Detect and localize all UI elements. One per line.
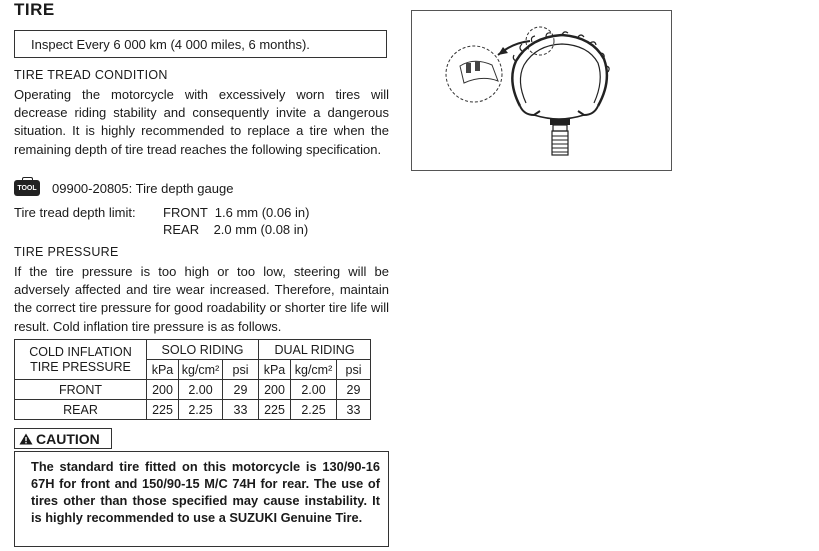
toolbox-icon: TOOL: [14, 180, 40, 196]
table-cell: 2.25: [291, 400, 337, 420]
unit-cell: psi: [223, 360, 259, 380]
table-cell: 2.00: [291, 380, 337, 400]
table-row: [15, 400, 371, 420]
row-label: FRONT: [15, 380, 147, 400]
unit-cell: kPa: [259, 360, 291, 380]
tire-depth-illustration: [412, 11, 671, 170]
tread-limit-rear: REAR 2.0 mm (0.08 in): [163, 222, 309, 237]
pressure-paragraph: If the tire pressure is too high or too low, steering will be adversely affected and tire wear increased. Therefore, maintain the correct tire pressure for good roadability or shorter tire life will result. Cold inflation tire pressure is as follows.: [14, 264, 389, 334]
table-cell: 29: [337, 380, 371, 400]
caution-label-box: [14, 428, 112, 449]
pressure-heading: TIRE PRESSURE: [14, 245, 119, 259]
solo-riding-header: SOLO RIDING: [147, 340, 259, 360]
tread-paragraph: Operating the motorcycle with excessively worn tires will decrease riding stability and consequently invite a dangerous situation. It is highly recommended to replace a tire when the remaining depth of tire tread reaches the following specification.: [14, 87, 389, 157]
pressure-table: [14, 339, 371, 420]
row-label: REAR: [15, 400, 147, 420]
unit-cell: kPa: [147, 360, 179, 380]
tire-cross-section-figure: [411, 10, 672, 171]
tread-heading: TIRE TREAD CONDITION: [14, 68, 168, 82]
tool-number: 09900-20805: Tire depth gauge: [52, 180, 234, 196]
caution-text-box: The standard tire fitted on this motorcycle is 130/90-16 67H for front and 150/90-15 M/C 74H for rear. The use of tires other than those specified may cause instability. It is highly recommended to use a SUZUKI Genuine Tire.: [14, 451, 389, 547]
dual-riding-header: DUAL RIDING: [259, 340, 371, 360]
unit-cell: kg/cm²: [291, 360, 337, 380]
table-cell: 2.00: [179, 380, 223, 400]
tool-line: [14, 180, 233, 196]
table-cell: 29: [223, 380, 259, 400]
table-cell: 33: [337, 400, 371, 420]
tread-limit-front: FRONT 1.6 mm (0.06 in): [163, 205, 310, 220]
table-cell: 225: [147, 400, 179, 420]
inspection-interval-box: Inspect Every 6 000 km (4 000 miles, 6 months).: [14, 30, 387, 58]
table-cell: 200: [147, 380, 179, 400]
table-cell: 2.25: [179, 400, 223, 420]
unit-cell: psi: [337, 360, 371, 380]
tread-limit-label: Tire tread depth limit:: [14, 205, 136, 220]
warning-triangle-icon: [19, 433, 33, 445]
caution-label: CAUTION: [36, 431, 100, 447]
page-title: TIRE: [14, 0, 55, 19]
table-header-cell: COLD INFLATION TIRE PRESSURE: [15, 340, 147, 380]
table-cell: 200: [259, 380, 291, 400]
table-cell: 225: [259, 400, 291, 420]
unit-cell: kg/cm²: [179, 360, 223, 380]
table-row: [15, 380, 371, 400]
table-cell: 33: [223, 400, 259, 420]
